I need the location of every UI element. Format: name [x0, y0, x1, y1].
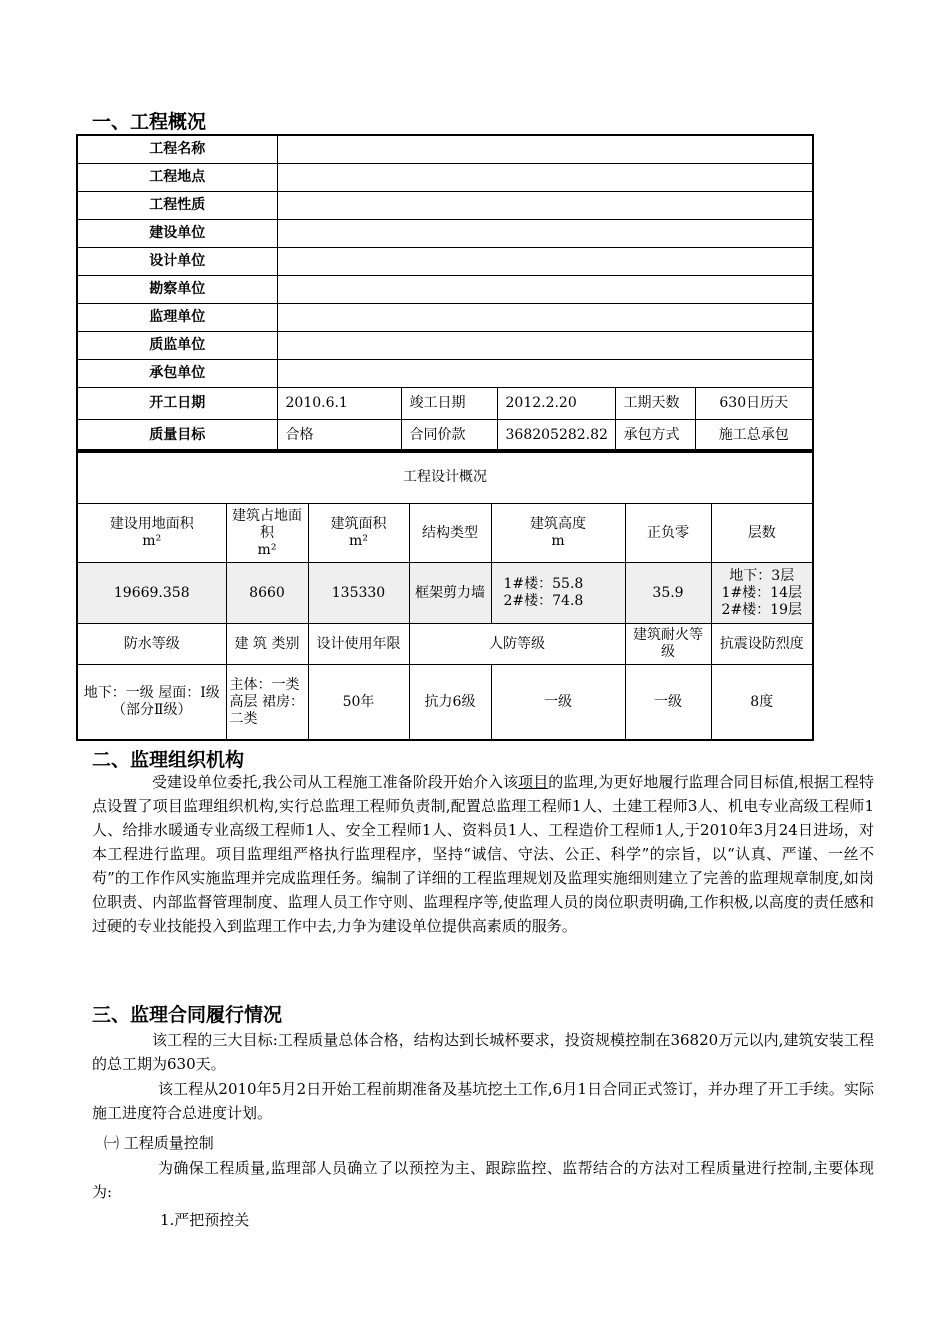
section3-paragraph-2: 该工程从2010年5月2日开始工程前期准备及基坑挖土工作,6月1日合同正式签订，并办理了开工手续。实际施工进度符合总进度计划。 [92, 1080, 874, 1122]
value-category: 主体：一类高层 裙房：二类 [226, 665, 308, 741]
value-start-date: 2010.6.1 [277, 388, 401, 420]
label-supervisor: 监理单位 [77, 304, 277, 332]
label-designer: 设计单位 [77, 248, 277, 276]
section3-item-1: 1.严把预控关 [160, 1211, 250, 1229]
value-zero-level: 35.9 [625, 563, 711, 624]
unit-m: m [551, 533, 565, 549]
value-civil-defense-2: 一级 [491, 665, 625, 741]
header-seismic: 抗震设防烈度 [711, 624, 813, 665]
table-row [77, 624, 813, 665]
value-floors-1: 地下：3层 [729, 567, 795, 584]
design-overview-table [76, 449, 814, 741]
value-floor-area: 135330 [308, 563, 409, 624]
header-land-area-text: 建设用地面积 [109, 516, 194, 532]
value-designer [277, 248, 813, 276]
value-structure: 框架剪力墙 [409, 563, 491, 624]
header-footprint [226, 504, 308, 563]
header-floors: 层数 [711, 504, 813, 563]
value-duration: 630日历天 [695, 388, 813, 420]
table-row [77, 192, 813, 220]
label-contract-mode: 承包方式 [615, 420, 695, 453]
header-height [491, 504, 625, 563]
label-project-name: 工程名称 [77, 135, 277, 164]
section2-title: 二、监理组织机构 [92, 749, 245, 771]
value-land-area: 19669.358 [77, 563, 226, 624]
project-info-table [76, 134, 814, 453]
value-survey [277, 276, 813, 304]
header-zero-level: 正负零 [625, 504, 711, 563]
table-row [77, 450, 813, 504]
table-row [77, 563, 813, 624]
label-project-location: 工程地点 [77, 164, 277, 192]
label-finish-date: 竣工日期 [401, 388, 497, 420]
header-category: 建 筑 类别 [226, 624, 308, 665]
section3-paragraph-1: 该工程的三大目标:工程质量总体合格，结构达到长城杯要求，投资规模控制在36820万元以内,建筑安装工程的总工期为630天。 [92, 1031, 874, 1073]
section3-subheading: ㈠ 工程质量控制 [104, 1134, 214, 1152]
label-quality-target: 质量目标 [77, 420, 277, 453]
value-footprint: 8660 [226, 563, 308, 624]
value-floors [711, 563, 813, 624]
section3-paragraph-3: 为确保工程质量,监理部人员确立了以预控为主、跟踪监控、监帮结合的方法对工程质量进行控制,主要体现为: [92, 1159, 874, 1201]
value-project-location [277, 164, 813, 192]
header-floor-area [308, 504, 409, 563]
header-land-area [77, 504, 226, 563]
section2-text-underlined: 项目 [518, 773, 549, 791]
header-floor-area-text: 建筑面积 [330, 516, 387, 532]
unit-m2: m² [142, 533, 162, 549]
header-fire-rating: 建筑耐火等级 [625, 624, 711, 665]
section2-text-post: 的监理,为更好地履行监理合同目标值,根据工程特点设置了项目监理组织机构,实行总监理工程师负责制,配置总监理工程师1人、土建工程师3人、机电专业高级工程师1人、给排水暖通专业高级工程师1人、安全工程师1人、资料员1人、工程造价工程师1人,于2010年3月24日进场，对本工程进行监理。项目监理组严格执行监理程序，坚持“诚信、守法、公正、科学”的宗旨，以“认真、严谨、一丝不苟”的工作作风实施监理并完成监理任务。编制了详细的工程监理规划及监理实施细则建立了完善的监理规章制度,如岗位职责、内部监督管理制度、监理人员工作守则、监理程序等,使监理人员的岗位职责明确,工作积极,以高度的责任感和过硬的专业技能投入到监理工作中去,力争为建设单位提供高素质的服务。 [92, 773, 874, 935]
label-survey: 勘察单位 [77, 276, 277, 304]
header-waterproof: 防水等级 [77, 624, 226, 665]
value-project-name [277, 135, 813, 164]
value-contract-price: 368205282.82 [497, 420, 615, 453]
table-row [77, 360, 813, 388]
value-contract-mode: 施工总承包 [695, 420, 813, 453]
value-floors-3: 2#楼：19层 [721, 601, 802, 618]
header-footprint-text: 建筑占地面积 [232, 507, 302, 541]
table-row [77, 504, 813, 563]
unit-m2: m² [257, 541, 277, 558]
value-height [491, 563, 625, 624]
header-civil-defense: 人防等级 [409, 624, 625, 665]
table-row [77, 248, 813, 276]
label-contract-price: 合同价款 [401, 420, 497, 453]
label-project-nature: 工程性质 [77, 192, 277, 220]
value-floors-2: 1#楼：14层 [721, 584, 802, 601]
header-height-text: 建筑高度 [530, 516, 586, 532]
section1-title: 一、工程概况 [92, 111, 207, 133]
header-design-life: 设计使用年限 [308, 624, 409, 665]
table-row [77, 665, 813, 741]
table-row [77, 388, 813, 420]
label-owner: 建设单位 [77, 220, 277, 248]
table-row [77, 220, 813, 248]
table-row [77, 164, 813, 192]
value-height-1: 1#楼：55.8 [503, 576, 584, 592]
value-quality-target: 合格 [277, 420, 401, 453]
unit-m2: m² [349, 533, 368, 549]
value-contractor [277, 360, 813, 388]
value-owner [277, 220, 813, 248]
value-design-life: 50年 [308, 665, 409, 741]
value-civil-defense-1: 抗力6级 [409, 665, 491, 741]
label-duration: 工期天数 [615, 388, 695, 420]
label-quality-station: 质监单位 [77, 332, 277, 360]
header-structure: 结构类型 [409, 504, 491, 563]
section2-text-pre: 受建设单位委托,我公司从工程施工准备阶段开始介入该 [152, 773, 519, 791]
section3-title: 三、监理合同履行情况 [92, 1004, 283, 1026]
table-row [77, 304, 813, 332]
value-seismic: 8度 [711, 665, 813, 741]
value-supervisor [277, 304, 813, 332]
label-start-date: 开工日期 [77, 388, 277, 420]
table-row [77, 332, 813, 360]
label-contractor: 承包单位 [77, 360, 277, 388]
table-row [77, 135, 813, 164]
table-row [77, 420, 813, 453]
value-fire-rating: 一级 [625, 665, 711, 741]
value-quality-station [277, 332, 813, 360]
value-finish-date: 2012.2.20 [497, 388, 615, 420]
value-height-2: 2#楼：74.8 [503, 593, 584, 609]
design-title: 工程设计概况 [77, 450, 813, 504]
section2-paragraph [92, 770, 874, 938]
value-project-nature [277, 192, 813, 220]
value-waterproof: 地下：一级 屋面：Ⅰ级（部分Ⅱ级） [77, 665, 226, 741]
table-row [77, 276, 813, 304]
